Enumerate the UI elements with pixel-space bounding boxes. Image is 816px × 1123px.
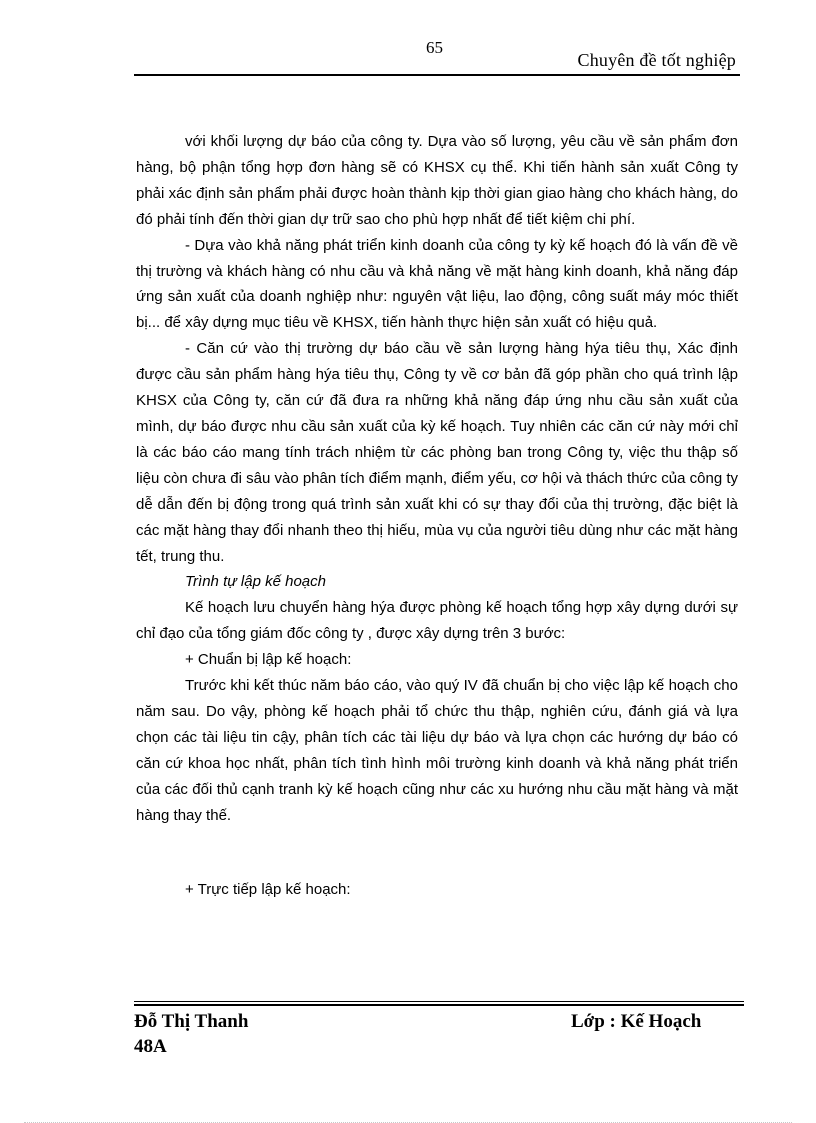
document-body <box>136 129 738 903</box>
document-header-title: Chuyên đề tốt nghiệp <box>577 50 736 70</box>
page-number: 65 <box>426 38 443 57</box>
author-suffix: 48A <box>134 1036 167 1057</box>
footer-divider-thick <box>134 1004 744 1006</box>
paragraph-business-development: - Dựa vào khả năng phát triển kinh doanh của công ty kỳ kế hoạch đó là vấn đề về thị trường và khách hàng có nhu cầu và khả năng về mặt hàng kinh doanh, khả năng đáp ứng sản xuất của doanh nghiệp như: nguyên vật liệu, lao động, công suất máy móc thiết bị... để xây dựng mục tiêu về KHSX, tiến hành thực hiện sản xuất có hiệu quả. <box>136 236 738 332</box>
paragraph-continuation: với khối lượng dự báo của công ty. Dựa vào số lượng, yêu cầu về sản phẩm đơn hàng, bộ phận tổng hợp đơn hàng sẽ có KHSX cụ thể. Khi tiến hành sản xuất Công ty phải xác định sản phẩm phải được hoàn thành kịp thời gian giao hàng cho khách hàng, do đó phải tính đến thời gian dự trữ sao cho phù hợp nhất để tiết kiệm chi phí. <box>136 133 738 228</box>
paragraph-preparation-details: Trước khi kết thúc năm báo cáo, vào quý IV đã chuẩn bị cho việc lập kế hoạch cho năm sau. Do vậy, phòng kế hoạch phải tổ chức thu thập, nghiên cứu, đánh giá và lựa chọn các tài liệu tin cậy, phân tích các tài liệu dự báo và lựa chọn các hướng dự báo có căn cứ khoa học nhất, phân tích tình hình môi trường kinh doanh và khả năng phát triển của các đối thủ cạnh tranh kỳ kế hoạch cũng như các xu hướng nhu cầu mặt hàng và mặt hàng thay thế. <box>136 677 738 824</box>
section-heading-planning-sequence: Trình tự lập kế hoạch <box>185 573 326 591</box>
author-name: Đỗ Thị Thanh <box>134 1011 249 1032</box>
footer-class-label: Lớp : Kế Hoạch <box>571 1011 702 1032</box>
paragraph-market-forecast: - Căn cứ vào thị trường dự báo cầu về sản lượng hàng hýa tiêu thụ, Xác định được cầu sản phẩm hàng hýa tiêu thụ, Công ty về cơ bản đã góp phần cho quá trình lập KHSX của Công ty, căn cứ đã đưa ra những khả năng đáp ứng nhu cầu sản xuất của mình, dự báo được nhu cầu sản xuất của kỳ kế hoạch. Tuy nhiên các căn cứ này mới chỉ là các báo cáo mang tính trách nhiệm từ các phòng ban trong Công ty, việc thu thập số liệu còn chưa đi sâu vào phân tích điểm mạnh, điểm yếu, cơ hội và thách thức của công ty dễ dẫn đến bị động trong quá trình sản xuất khi có sự thay đổi của thị trường, đặc biệt là các mặt hàng thay đổi nhanh theo thị hiếu, mùa vụ của người tiêu dùng như các mặt hàng tết, trung thu. <box>136 340 738 565</box>
paragraph-planning-overview: Kế hoạch lưu chuyển hàng hýa được phòng kế hoạch tổng hợp xây dựng dưới sự chỉ đạo của tổng giám đốc công ty , được xây dựng trên 3 bước: <box>136 599 738 643</box>
blank-space <box>136 828 738 877</box>
header-divider <box>134 74 740 76</box>
footer-divider-thin <box>134 1001 744 1002</box>
list-item-prepare-plan: + Chuẩn bị lập kế hoạch: <box>185 651 352 669</box>
footer-author <box>134 1009 248 1059</box>
list-item-direct-planning: + Trực tiếp lập kế hoạch: <box>185 881 351 899</box>
